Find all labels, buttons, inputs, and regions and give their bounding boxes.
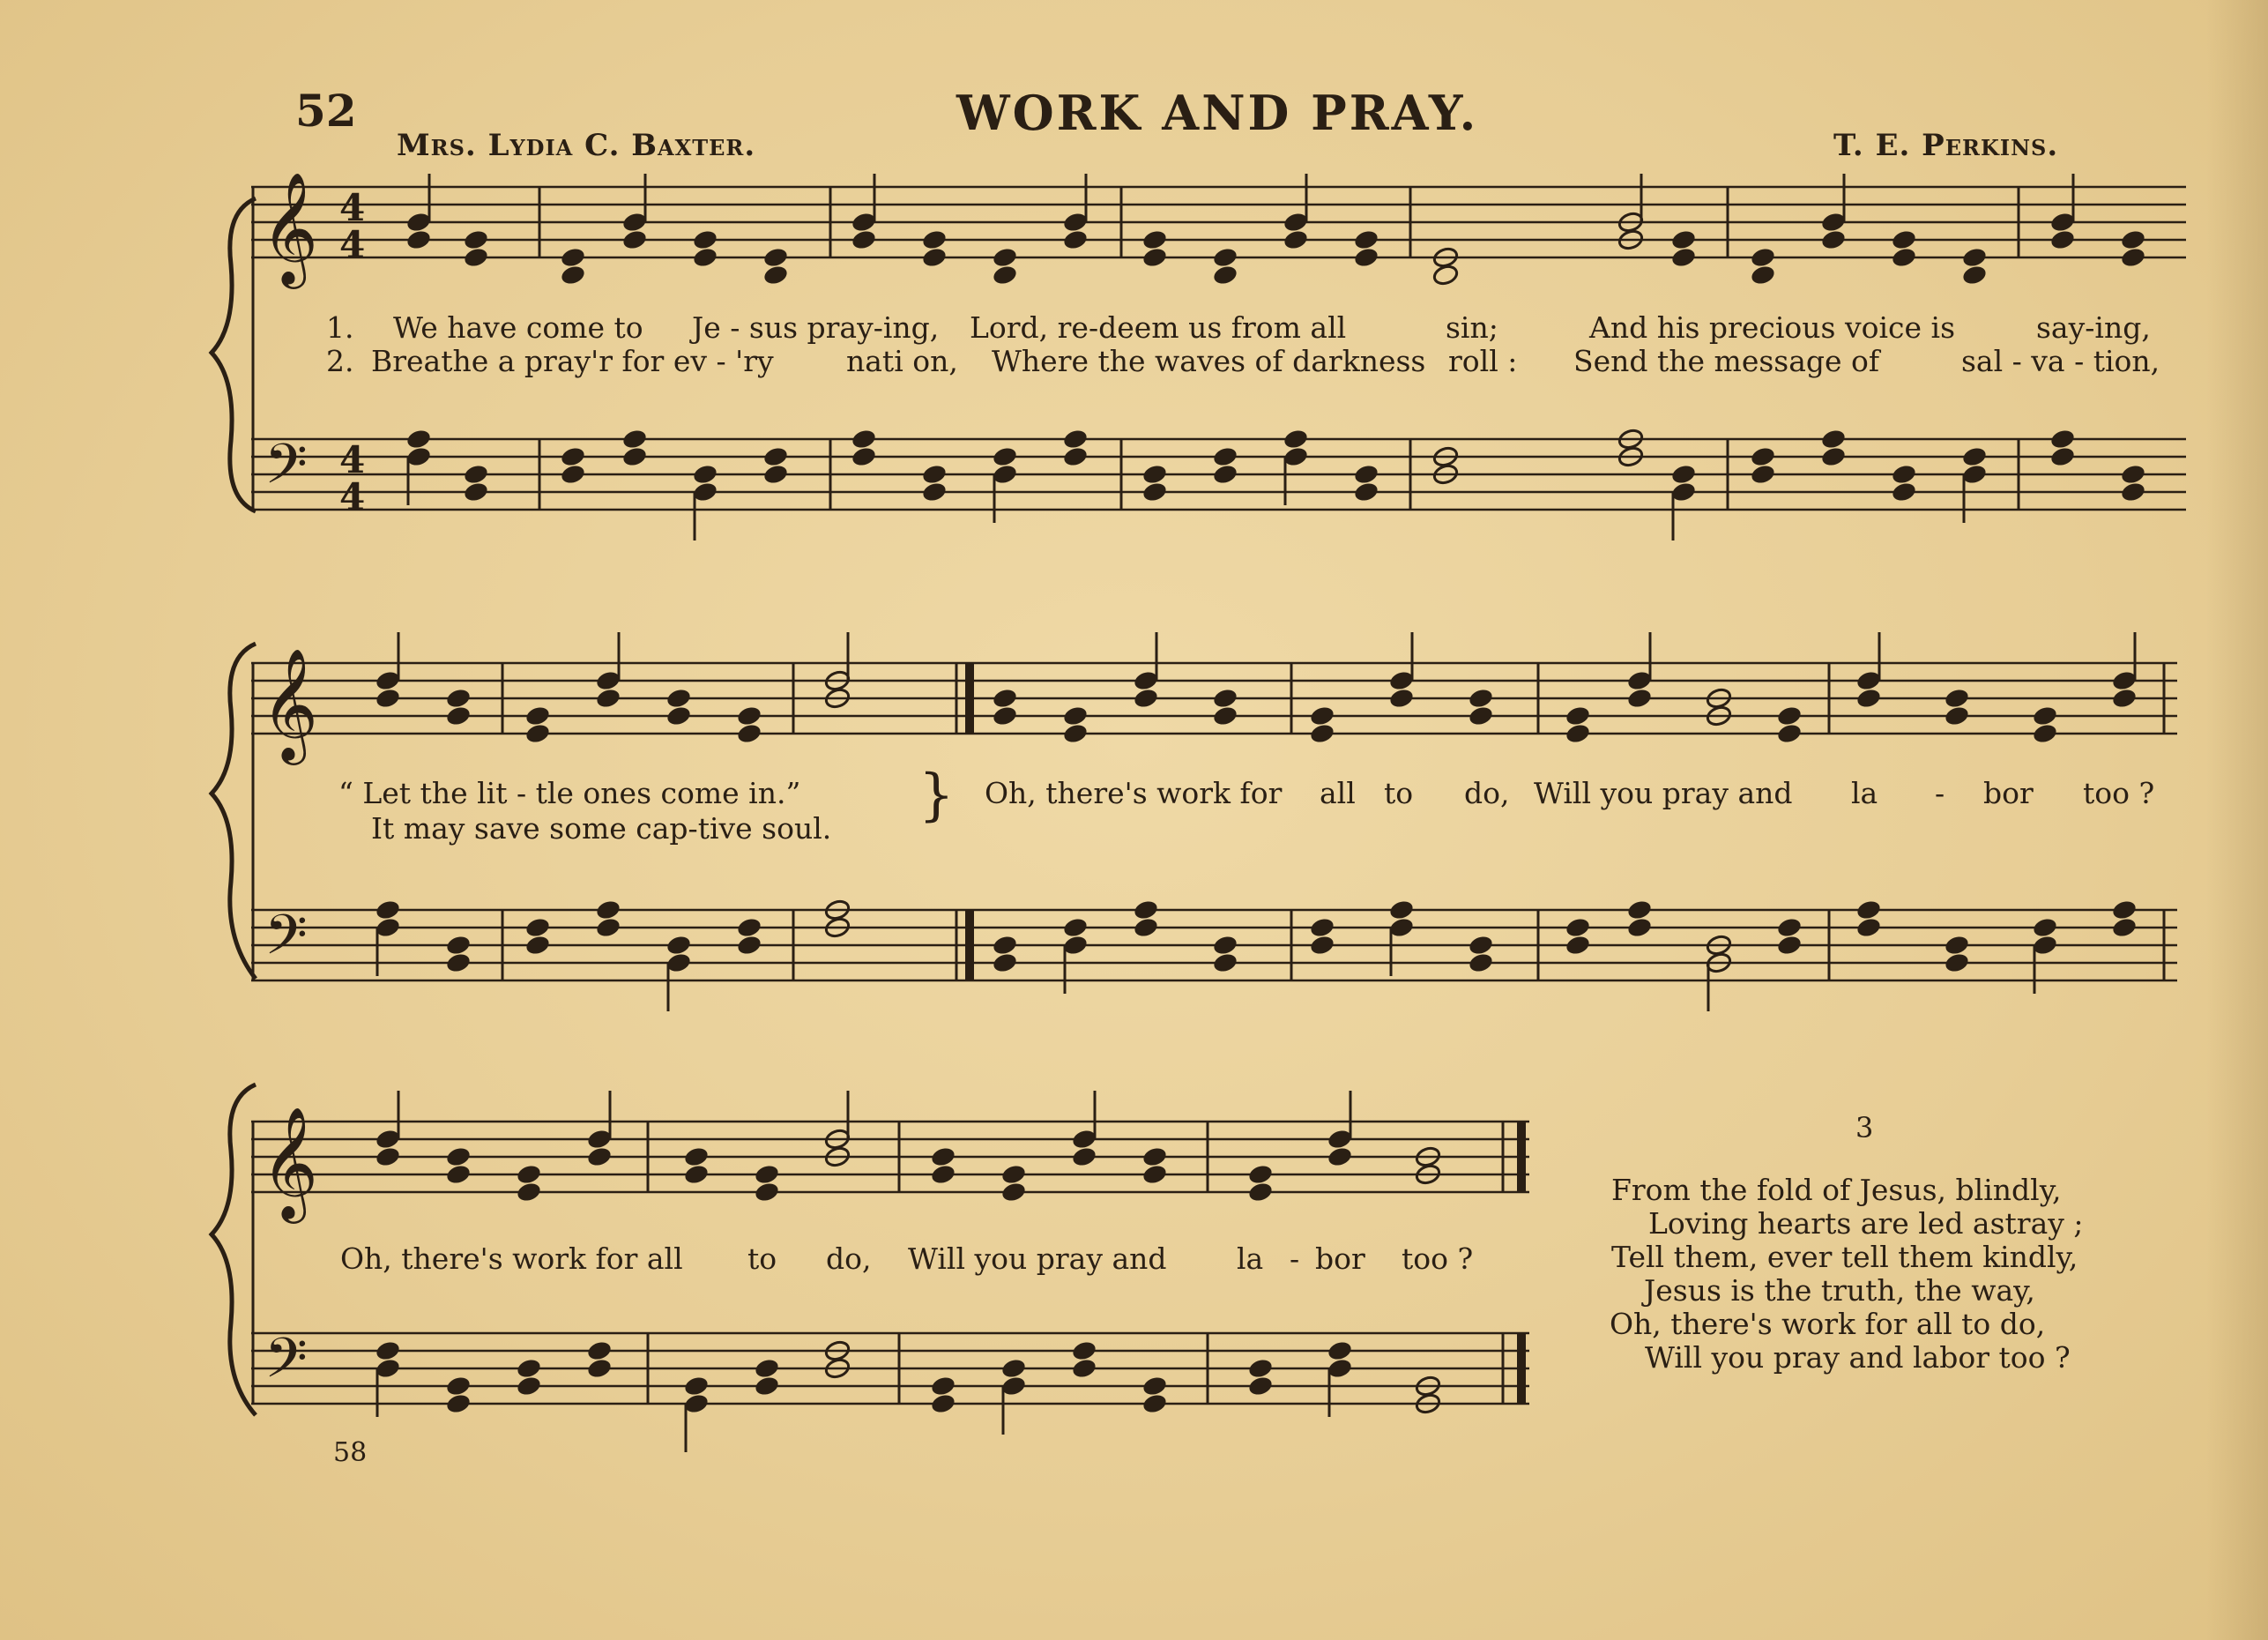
verse1-lyric-6: say-ing, (2036, 310, 2151, 345)
verse2-number: 2. (326, 344, 354, 378)
stanza3-line-2: Loving hearts are led astray ; (1648, 1206, 2084, 1241)
time-signature-top: 4 (339, 186, 366, 229)
chorus2-lyric-6: - (1290, 1241, 1300, 1276)
verse1-lyric-2: Je - sus pray-ing, (692, 310, 940, 345)
system1-treble-staff (251, 187, 2186, 257)
treble-clef-icon: 𝄞 (261, 171, 319, 284)
verse-brace: } (918, 763, 955, 828)
chorus2-lyric-8: too ? (1402, 1241, 1474, 1276)
time-signature-bottom: 4 (339, 223, 366, 266)
stanza3-line-3: Tell them, ever tell them kindly, (1611, 1240, 2078, 1274)
verse1-lyric-5: And his precious voice is (1589, 310, 1955, 345)
footer-number: 58 (333, 1437, 368, 1468)
chorus-lyric-4: do, (1464, 776, 1510, 810)
verse2-lyric-3: Where the waves of darkness (992, 344, 1426, 378)
verse2-lyric-2: nati on, (846, 344, 958, 378)
verse1-number: 1. (326, 310, 354, 345)
chorus-lyric-5: Will you pray and (1534, 776, 1793, 810)
chorus2-lyric-1: Oh, there's work for all (340, 1241, 683, 1276)
bass-clef-icon-3: 𝄢 (264, 1325, 308, 1404)
chorus-lyric-7: - (1935, 776, 1945, 810)
stanza3-line-6: Will you pray and labor too ? (1645, 1340, 2071, 1375)
verse1-lyric-4: sin; (1446, 310, 1498, 345)
stanza3-line-4: Jesus is the truth, the way, (1644, 1273, 2035, 1308)
verse2-ending-lyric: It may save some cap-tive soul. (371, 811, 832, 846)
verse2-lyric-1: Breathe a pray'r for ev - 'ry (371, 344, 774, 378)
chorus-lyric-9: too ? (2083, 776, 2155, 810)
hymn-title: WORK AND PRAY. (956, 85, 1479, 141)
stanza3-number: 3 (1855, 1111, 1874, 1144)
chorus2-lyric-4: Will you pray and (908, 1241, 1167, 1276)
lyricist-credit: Mrs. Lydia C. Baxter. (397, 128, 756, 163)
verse1-ending-lyric: “ Let the lit - tle ones come in.” (338, 776, 801, 810)
page-number: 52 (295, 85, 357, 137)
bass-clef-icon-2: 𝄢 (264, 902, 308, 980)
composer-credit: T. E. Perkins. (1833, 128, 2059, 163)
stanza3-line-1: From the fold of Jesus, blindly, (1611, 1173, 2062, 1207)
verse2-lyric-6: sal - va - tion, (1961, 344, 2160, 378)
stanza3-line-5: Oh, there's work for all to do, (1610, 1307, 2046, 1341)
verse1-lyric-1: We have come to (393, 310, 643, 345)
bass-clef-icon: 𝄢 (264, 431, 308, 510)
treble-clef-icon-2: 𝄞 (261, 647, 319, 760)
chorus-lyric-8: bor (1983, 776, 2034, 810)
chorus-lyric-2: all (1320, 776, 1356, 810)
verse1-lyric-3: Lord, re-deem us from all (970, 310, 1347, 345)
system-braces (212, 198, 256, 1415)
chorus-lyric-1: Oh, there's work for (985, 776, 1283, 810)
time-signature-top-bass: 4 (339, 438, 366, 481)
chorus2-lyric-7: bor (1315, 1241, 1365, 1276)
verse2-lyric-5: Send the message of (1573, 344, 1880, 378)
chorus2-lyric-2: to (747, 1241, 777, 1276)
chorus-lyric-6: la (1851, 776, 1878, 810)
treble-clef-icon-3: 𝄞 (261, 1106, 319, 1219)
verse2-lyric-4: roll : (1448, 344, 1518, 378)
chorus2-lyric-3: do, (826, 1241, 872, 1276)
chorus2-lyric-5: la (1237, 1241, 1264, 1276)
chorus-lyric-3: to (1384, 776, 1414, 810)
time-signature-bottom-bass: 4 (339, 475, 366, 518)
